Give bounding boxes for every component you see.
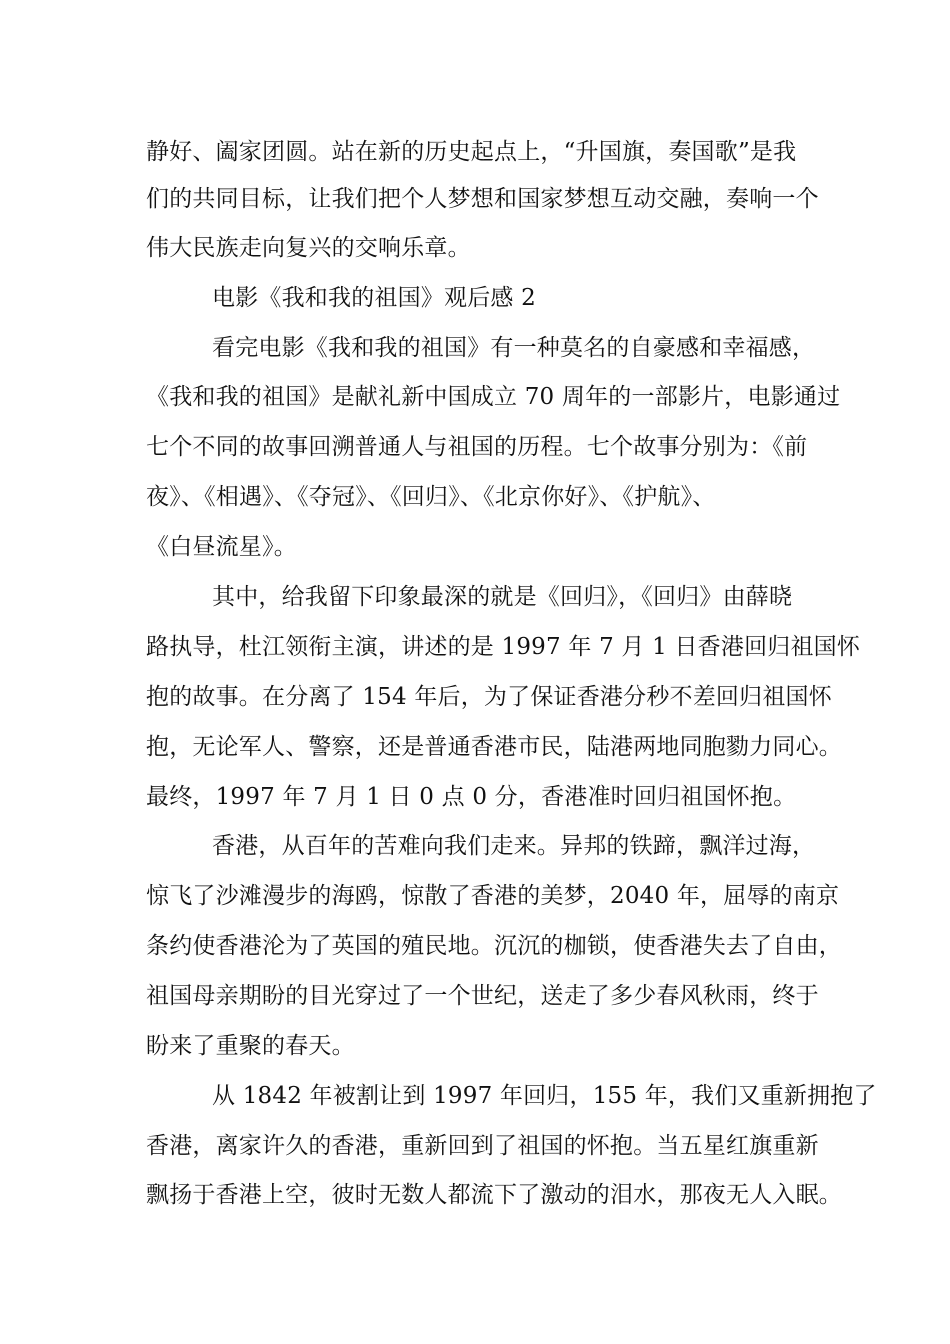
text-line: 看完电影《我和我的祖国》有一种莫名的自豪感和幸福感， <box>212 335 816 361</box>
text-line: 盼来了重聚的春天。 <box>146 1033 355 1059</box>
text-line: 们的共同目标，让我们把个人梦想和国家梦想互动交融，奏响一个 <box>146 186 819 212</box>
text-line: 夜》、《相遇》、《夺冠》、《回归》、《北京你好》、《护航》、 <box>146 484 716 510</box>
text-line: 其中，给我留下印象最深的就是《回归》，《回归》由薛晓 <box>212 584 793 610</box>
text-line: 祖国母亲期盼的目光穿过了一个世纪，送走了多少春风秋雨，终于 <box>146 983 819 1009</box>
text-line: 《我和我的祖国》是献礼新中国成立 70 周年的一部影片，电影通过 <box>146 384 841 410</box>
text-line: 抱，无论军人、警察，还是普通香港市民，陆港两地同胞勠力同心。 <box>146 734 842 760</box>
text-line: 飘扬于香港上空，彼时无数人都流下了激动的泪水，那夜无人入眠。 <box>146 1182 842 1208</box>
text-line: 抱的故事。在分离了 154 年后，为了保证香港分秒不差回归祖国怀 <box>146 684 832 710</box>
text-line: 条约使香港沦为了英国的殖民地。沉沉的枷锁，使香港失去了自由， <box>146 933 842 959</box>
text-line: 七个不同的故事回溯普通人与祖国的历程。七个故事分别为：《前 <box>146 434 808 460</box>
text-line: 最终，1997 年 7 月 1 日 0 点 0 分，香港准时回归祖国怀抱。 <box>146 784 797 810</box>
text-line: 静好、阖家团圆。站在新的历史起点上，“升国旗，奏国歌”是我 <box>146 139 797 165</box>
text-line: 香港，离家许久的香港，重新回到了祖国的怀抱。当五星红旗重新 <box>146 1133 819 1159</box>
text-line: 《白昼流星》。 <box>146 534 297 560</box>
text-line: 香港，从百年的苦难向我们走来。异邦的铁蹄，飘洋过海， <box>212 833 816 859</box>
section-heading: 电影《我和我的祖国》观后感 2 <box>212 285 536 311</box>
text-line: 惊飞了沙滩漫步的海鸥，惊散了香港的美梦，2040 年，屈辱的南京 <box>146 883 840 909</box>
text-line: 路执导，杜江领衔主演，讲述的是 1997 年 7 月 1 日香港回归祖国怀 <box>146 634 861 660</box>
text-line: 伟大民族走向复兴的交响乐章。 <box>146 235 471 261</box>
text-line: 从 1842 年被割让到 1997 年回归，155 年，我们又重新拥抱了 <box>212 1083 877 1109</box>
